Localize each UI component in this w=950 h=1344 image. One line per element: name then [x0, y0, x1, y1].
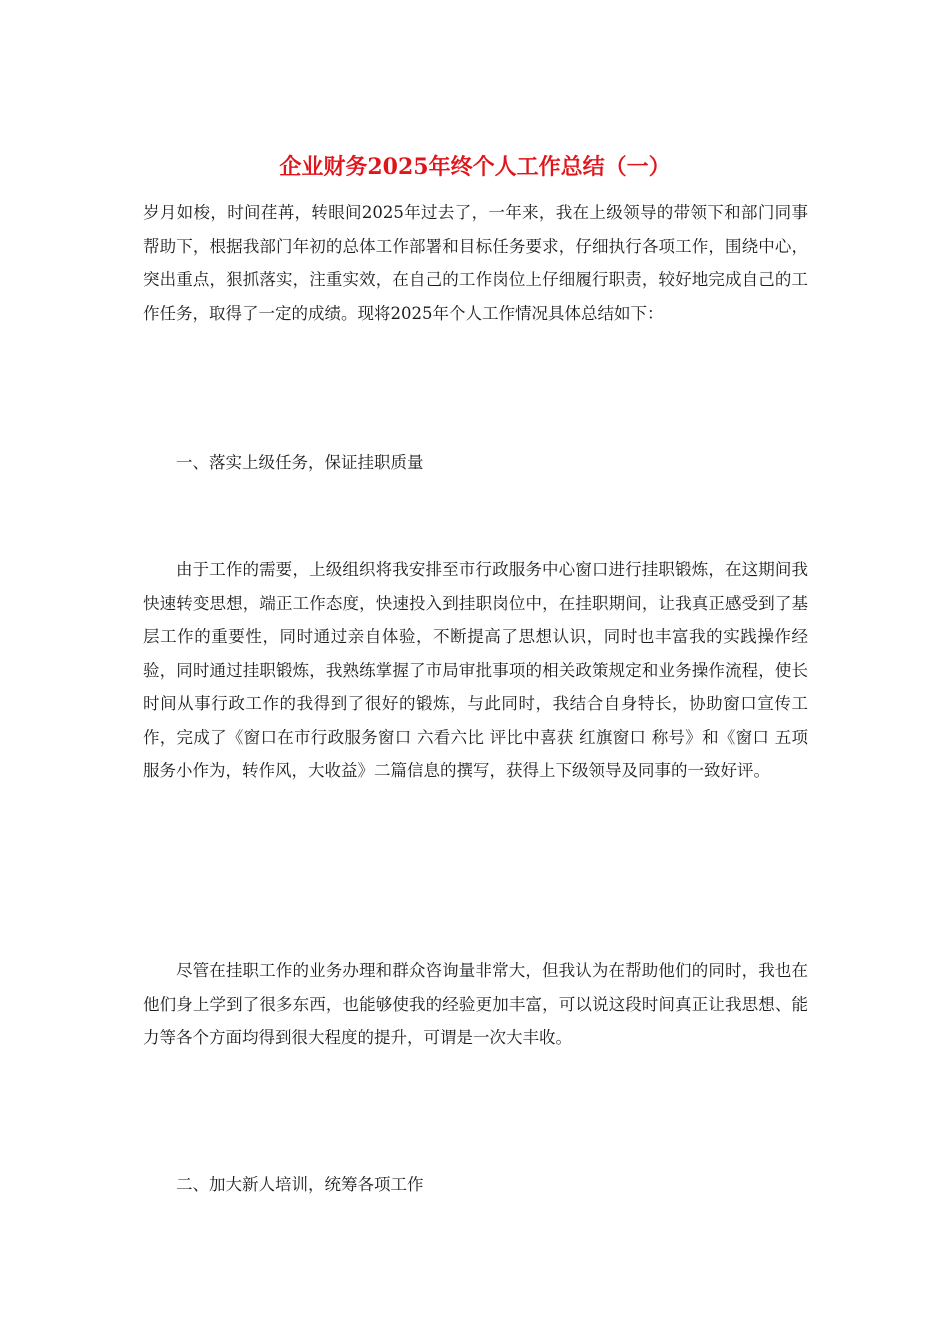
- document-title: 企业财务2025年终个人工作总结（一）: [279, 154, 671, 180]
- section-1-paragraph-2: 尽管在挂职工作的业务办理和群众咨询量非常大，但我认为在帮助他们的同时，我也在他们身上学到了很多东西，也能够使我的经验更加丰富，可以说这段时间真正让我思想、能力等各个方面均得到很大程度的提升，可谓是一次大丰收。: [143, 961, 808, 1047]
- section-1-paragraph-1: 由于工作的需要，上级组织将我安排至市行政服务中心窗口进行挂职锻炼，在这期间我快速转变思想，端正工作态度，快速投入到挂职岗位中，在挂职期间，让我真正感受到了基层工作的重要性，同时通过亲自体验，不断提高了思想认识，同时也丰富我的实践操作经验，同时通过挂职锻炼，我熟练掌握了市局审批事项的相关政策规定和业务操作流程，使长时间从事行政工作的我得到了很好的锻炼，与此同时，我结合自身特长，协助窗口宣传工作，完成了《窗口在市行政服务窗口 六看六比 评比中喜获 红旗窗口 称号》和《窗口 五项服务小作为，转作风，大收益》二篇信息的撰写，获得上下级领导及同事的一致好评。: [143, 560, 808, 780]
- section-heading-1: 一、落实上级任务，保证挂职质量: [176, 453, 424, 472]
- section-heading-2: 二、加大新人培训，统筹各项工作: [176, 1175, 424, 1194]
- intro-paragraph: 岁月如梭，时间荏苒，转眼间2025年过去了，一年来，我在上级领导的带领下和部门同事帮助下，根据我部门年初的总体工作部署和目标任务要求，仔细执行各项工作，围绕中心，突出重点，狠抓落实，注重实效，在自己的工作岗位上仔细履行职责，较好地完成自己的工作任务，取得了一定的成绩。现将2025年个人工作情况具体总结如下：: [143, 203, 808, 323]
